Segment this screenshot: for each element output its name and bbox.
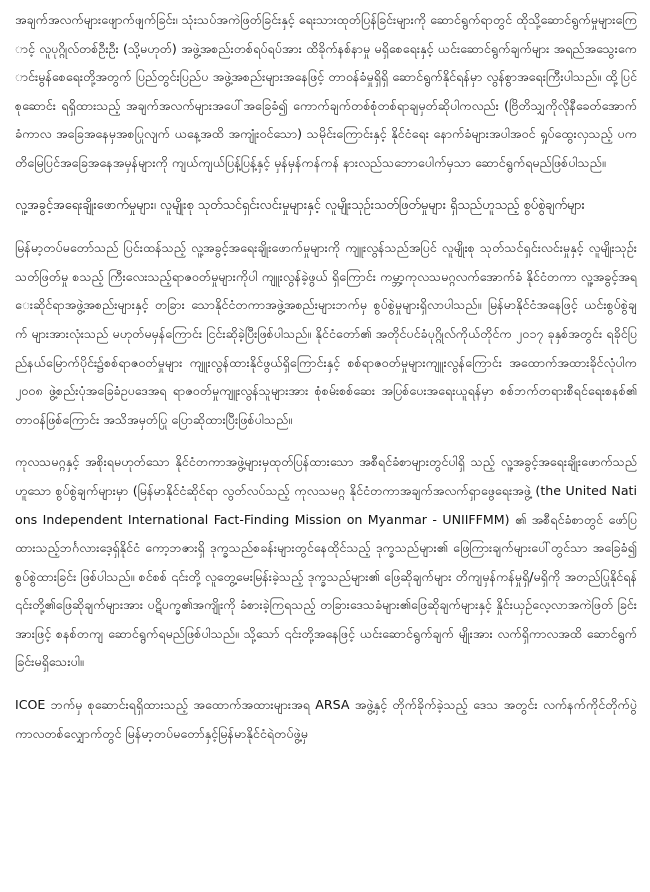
un-reports-paragraph: ကုလသမဂ္ဂနှင့် အစိုးရမဟုတ်သော နိုင်ငံတကာအဖွဲ့များမှထုတ်ပြန်ထားသော အစီရင်ခံစာများတွင်ပါရှိ သည့် လူ့အခွင့်အရေးချိုးဖောက်သည်ဟူသော စွပ်စွဲချက်များမှာ (မြန်မာနိုင်ငံဆိုင်ရာ လွတ်လပ်သည့် ကုလသမဂ္ဂ နိုင်ငံတကာအချက်အလက်ရှာဖွေရေးအဖွဲ့ (the United Nations Independent International Fact-Finding Mission on Myanmar - UNIIFFMM) ၏ အစီရင်ခံစာတွင် ဖော်ပြ ထားသည့်ဘင်္ဂလားဒေ့ရှ်နိုင်ငံ ကော့ဘဇားရှိ ဒုက္ခသည်စခန်းများတွင်နေထိုင်သည့် ဒုက္ခသည်များ၏ ဖြေကြားချက်များပေါ်တွင်သာ အခြေခံ၍ စွပ်စွဲထားခြင်း ဖြစ်ပါသည်။ စင်စစ် ၎င်းတို့ လူတွေ့မေးမြန်းခဲ့သည့် ဒုက္ခသည်များ၏ ဖြေဆိုချက်များ တိကျမှန်ကန်မှုရှိ/မရှိကို အတည်ပြုနိုင်ရန် ၎င်းတို့၏ဖြေဆိုချက်များအား ပဋိပက္ခ၏အကျိုးကို ခံစားခဲ့ကြရသည့် တခြားဒေသခံများ၏ဖြေဆိုချက်များနှင့် နှိုင်းယှဉ်လေ့လာအကဲဖြတ် ခြင်းအားဖြင့် စနစ်တကျ ဆောင်ရွက်ရမည်ဖြစ်ပါသည်။ သို့သော် ၎င်းတို့အနေဖြင့် ယင်းဆောင်ရွက်ချက် မျိုးအား လက်ရှိကာလအထိ ဆောင်ရွက်ခြင်းမရှိသေးပါ။	[15, 454, 637, 670]
intro-paragraph: အချက်အလက်များဖျောက်ဖျက်ခြင်း၊ သုံးသပ်အကဲဖြတ်ခြင်းနှင့် ရေးသားထုတ်ပြန်ခြင်းများကို ဆောင်ရွက်ရာတွင် ထိုသို့ဆောင်ရွက်မှုများကြောင့် လူပုဂ္ဂိုလ်တစ်ဦးဦး (သို့မဟုတ်) အဖွဲ့အစည်းတစ်ရပ်ရပ်အား ထိခိုက်နစ်နာမှု မရှိစေရေးနှင့် ယင်းဆောင်ရွက်ချက်များ အရည်အသွေးကောင်းမွန်စေရေးတို့အတွက် ပြည်တွင်းပြည်ပ အဖွဲ့အစည်းများအနေဖြင့် တာဝန်ခံမှုရှိရှိ ဆောင်ရွက်နိုင်ရန်မှာ လွန်စွာအရေးကြီးပါသည်။ ထို့ပြင် စုဆောင်း ရရှိထားသည့် အချက်အလက်များအပေါ်အခြေခံ၍ ကောက်ချက်တစ်စုံတစ်ရာချမှတ်ဆိုပါကလည်း (ဗြိတိသျှကိုလိုနီခေတ်အောက်ခံကာလ အခြေအနေမှအစပြုလျက် ယနေ့အထိ အကျုံးဝင်သော) သမိုင်းကြောင်းနှင့် နိုင်ငံရေး နောက်ခံများအပါအဝင် ရှုပ်ထွေးလှသည့် ပကတိမြေပြင်အခြေအနေအမှန်များကို ကျယ်ကျယ်ပြန့်ပြန့်နှင့် မှန်မှန်ကန်ကန် နားလည်သဘောပေါက်မှသာ ဆောင်ရွက်ရမည်ဖြစ်ပါသည်။	[15, 12, 637, 170]
military-allegations-paragraph: မြန်မာ့တပ်မတော်သည် ပြင်းထန်သည့် လူ့အခွင့်အရေးချိုးဖောက်မှုများကို ကျူးလွန်သည်အပြင် လူမျိုးစု သုတ်သင်ရှင်းလင်းမှုနှင့် လူမျိုးသုဉ်းသတ်ဖြတ်မှု စသည့် ကြီးလေးသည့်ရာဇဝတ်မှုများကိုပါ ကျူးလွန်ခဲ့ဖွယ် ရှိကြောင်း ကမ္ဘာ့ကုလသမဂ္ဂလက်အောက်ခံ နိုင်ငံတကာ လူ့အခွင့်အရေးဆိုင်ရာအဖွဲ့အစည်းများနှင့် တခြား သောနိုင်ငံတကာအဖွဲ့အစည်းများဘက်မှ စွပ်စွဲမှုများရှိလာပါသည်။ မြန်မာနိုင်ငံအနေဖြင့် ယင်းစွပ်စွဲချက် များအားလုံးသည် မဟုတ်မမှန်ကြောင်း ငြင်းဆိုခဲ့ပြီးဖြစ်ပါသည်။ နိုင်ငံတော်၏ အတိုင်ပင်ခံပုဂ္ဂိုလ်ကိုယ်တိုင်က ၂၀၁၇ ခုနှစ်အတွင်း ရခိုင်ပြည်နယ်မြောက်ပိုင်း၌စစ်ရာဇဝတ်မှုများ ကျူးလွန်ထားနိုင်ဖွယ်ရှိကြောင်းနှင့် စစ်ရာဇဝတ်မှုများကျူးလွန်ကြောင်း အထောက်အထားခိုင်လုံပါက ၂၀၀၈ ဖွဲ့စည်းပုံအခြေခံဥပဒေအရ ရာဇဝတ်မှုကျူးလွန်သူများအား စုံစမ်းစစ်ဆေး အပြစ်ပေးအရေးယူရန်မှာ စစ်ဘက်တရားစီရင်ရေးစနစ်၏ တာဝန်ဖြစ်ကြောင်း အသိအမှတ်ပြု ပြောဆိုထားပြီးဖြစ်ပါသည်။	[15, 240, 637, 427]
section-heading: လူ့အခွင့်အရေးချိုးဖောက်မှုများ၊ လူမျိုးစု သုတ်သင်ရှင်းလင်းမှုများနှင့် လူမျိုးသုဉ်းသတ်ဖြတ်မှုများ ရှိသည်ဟူသည့် စွပ်စွဲချက်များ	[15, 197, 585, 213]
icoe-paragraph: ICOE ဘက်မှ စုဆောင်းရရှိထားသည့် အထောက်အထားများအရ ARSA အဖွဲ့နှင့် တိုက်ခိုက်ခဲ့သည့် ဒေသ အတွင်း လက်နက်ကိုင်တိုက်ပွဲကာလတစ်လျှောက်တွင် မြန်မာ့တပ်မတော်နှင့်မြန်မာနိုင်ငံရဲတပ်ဖွဲ့မှ	[15, 697, 637, 741]
